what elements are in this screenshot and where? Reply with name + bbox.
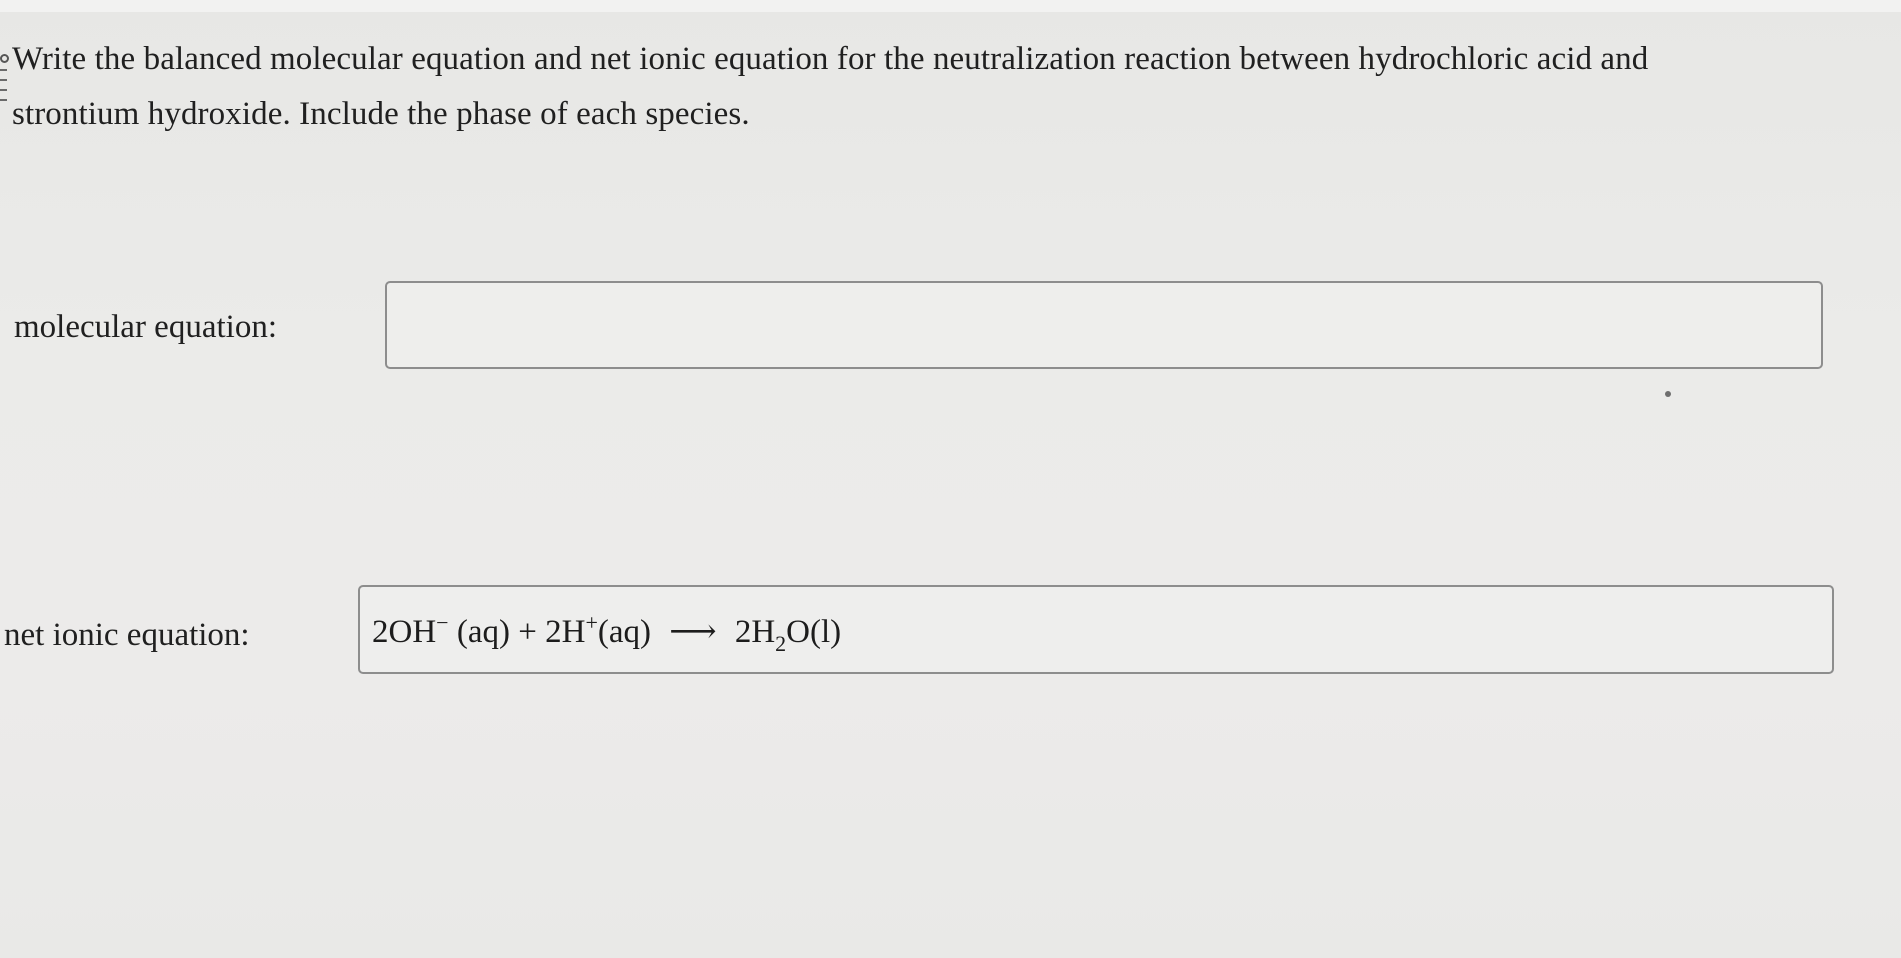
reaction-arrow-icon: ⟶: [669, 614, 717, 650]
hydrogen-ion-term: 2H: [545, 614, 586, 650]
question-line-2: strontium hydroxide. Include the phase of each species.: [12, 96, 750, 132]
page-edge-marks: [0, 54, 10, 140]
molecular-equation-input[interactable]: [385, 281, 1823, 369]
hydroxide-phase: (aq): [456, 614, 510, 650]
hydrogen-ion-charge: +: [585, 610, 598, 635]
surface-speck: [1665, 391, 1671, 397]
edge-dot-icon: [0, 54, 9, 63]
hydroxide-charge: −: [436, 610, 449, 635]
hydroxide-term: 2OH: [372, 614, 437, 650]
water-prefix: 2H: [734, 614, 776, 650]
net-ionic-equation-value: [372, 610, 842, 656]
molecular-equation-label: molecular equation:: [14, 309, 277, 345]
hydrogen-ion-phase: (aq): [597, 614, 652, 650]
water-subscript: 2: [775, 631, 787, 656]
net-ionic-equation-input[interactable]: [358, 585, 1834, 674]
edge-tick: [0, 69, 7, 71]
edge-tick: [0, 99, 7, 101]
top-strip: [0, 0, 1901, 12]
question-line-1: Write the balanced molecular equation and net ionic equation for the neutralization reaction between hydrochloric acid and: [12, 41, 1649, 77]
question-text: [12, 32, 1812, 142]
water-suffix: O(l): [786, 614, 842, 650]
edge-tick: [0, 89, 7, 91]
edge-tick: [0, 79, 7, 81]
net-ionic-equation-label: net ionic equation:: [4, 617, 250, 653]
plus-sign: +: [518, 614, 537, 650]
